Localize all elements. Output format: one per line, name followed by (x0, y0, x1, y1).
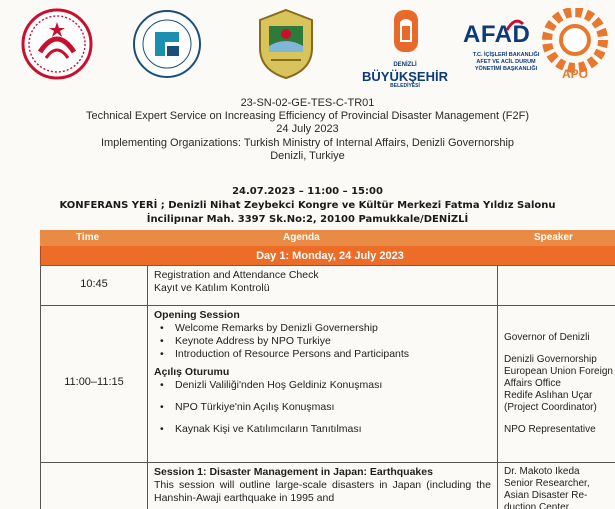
project-location: Denizli, Turkiye (270, 149, 345, 162)
list-item: • Welcome Remarks by Denizli Governership (154, 322, 491, 335)
municipality-name: BÜYÜKŞEHİR (362, 69, 448, 84)
pamukkale-university-logo (133, 8, 201, 80)
apo-logo-text: APO (561, 67, 589, 80)
municipality-city: DENİZLİ (393, 62, 417, 68)
speaker-cell (498, 306, 615, 462)
list-item: • Denizli Valiliği'nden Hoş Geldiniz Konuşması (154, 379, 491, 392)
list-item: • Keynote Address by NPO Turkiye (154, 335, 491, 348)
ministry-emblem-icon (18, 8, 96, 80)
time-cell: 10:45 (41, 266, 148, 305)
table-row (40, 463, 615, 509)
apo-logo-icon (541, 8, 609, 80)
speaker-cell (498, 266, 615, 305)
list-item: • Introduction of Resource Persons and Participants (154, 348, 491, 361)
afad-logo-subtitle: T.C. İÇİŞLERİ BAKANLIĞI AFET VE ACİL DURUM YÖNETİMİ BAŞKANLIĞI (472, 52, 540, 72)
logo-strip (0, 8, 615, 89)
session-title: Session 1: Disaster Management in Japan: Earthquakes (154, 466, 433, 478)
denizli-municipality-logo (356, 8, 456, 58)
afad-swoosh-icon (505, 18, 525, 32)
time-cell: 11:00–11:15 (41, 306, 148, 462)
speaker-name: Dr. Makoto Ikeda (504, 466, 580, 477)
venue-info (0, 185, 615, 227)
header-speaker: Speaker (534, 232, 573, 243)
agenda-table (40, 230, 615, 509)
table-header (40, 230, 615, 246)
document-header (0, 97, 615, 163)
speaker-name: Denizli Governorship European Union Foreign Affairs Office (504, 354, 613, 389)
day-banner: Day 1: Monday, 24 July 2023 (40, 246, 615, 266)
agenda-cell (148, 463, 498, 509)
header-time: Time (76, 232, 100, 243)
speaker-name: Redife Aslıhan Uçar (504, 390, 593, 401)
governorship-emblem-icon (256, 8, 316, 80)
speaker-name: NPO Representative (504, 424, 596, 435)
venue-datetime: 24.07.2023 – 11:00 – 15:00 (232, 186, 383, 197)
list-item: • NPO Türkiye'nin Açılış Konuşması (154, 401, 491, 414)
speaker-cell (498, 463, 615, 509)
speaker-org: duction Center (504, 502, 570, 509)
table-row (40, 266, 615, 306)
header-agenda: Agenda (283, 232, 320, 243)
agenda-cell (148, 306, 498, 462)
speaker-role: Senior Researcher, (504, 478, 590, 489)
implementing-orgs: Implementing Organizations: Turkish Ministry of Internal Affairs, Denizli Governorship (100, 136, 515, 149)
session-title-tr: Açılış Oturumu (154, 366, 230, 378)
session-description: This session will outline large-scale disasters in Japan (including the Hanshin-Awaji earthquake in 1995 and (154, 479, 491, 504)
list-item: • Kaynak Kişi ve Katılımcıların Tanıtılması (154, 423, 491, 436)
time-cell (41, 463, 148, 509)
agenda-list-tr (154, 379, 491, 436)
speaker-name: Governor of Denizli (504, 332, 590, 343)
afad-logo-title: AFAD (463, 21, 531, 48)
project-date: 24 July 2023 (276, 123, 339, 136)
session-title: Opening Session (154, 309, 240, 321)
municipality-suffix: BELEDİYESİ (390, 83, 420, 89)
table-row (40, 306, 615, 463)
project-code: 23-SN-02-GE-TES-C-TR01 (240, 97, 375, 109)
speaker-org: Asian Disaster Re- (504, 490, 588, 501)
agenda-list (154, 322, 491, 361)
speaker-role: (Project Coordinator) (504, 402, 597, 413)
venue-place: KONFERANS YERİ ; Denizli Nihat Zeybekci Kongre ve Kültür Merkezi Fatma Yıldız Salonu (59, 200, 556, 211)
project-title: Technical Expert Service on Increasing Efficiency of Provincial Disaster Management (F2F) (85, 110, 530, 123)
agenda-cell: Registration and Attendance Check Kayıt ve Katılım Kontrolü (148, 266, 498, 305)
venue-address: İncilipınar Mah. 3397 Sk.No:2, 20100 Pamukkale/DENİZLİ (146, 214, 469, 225)
